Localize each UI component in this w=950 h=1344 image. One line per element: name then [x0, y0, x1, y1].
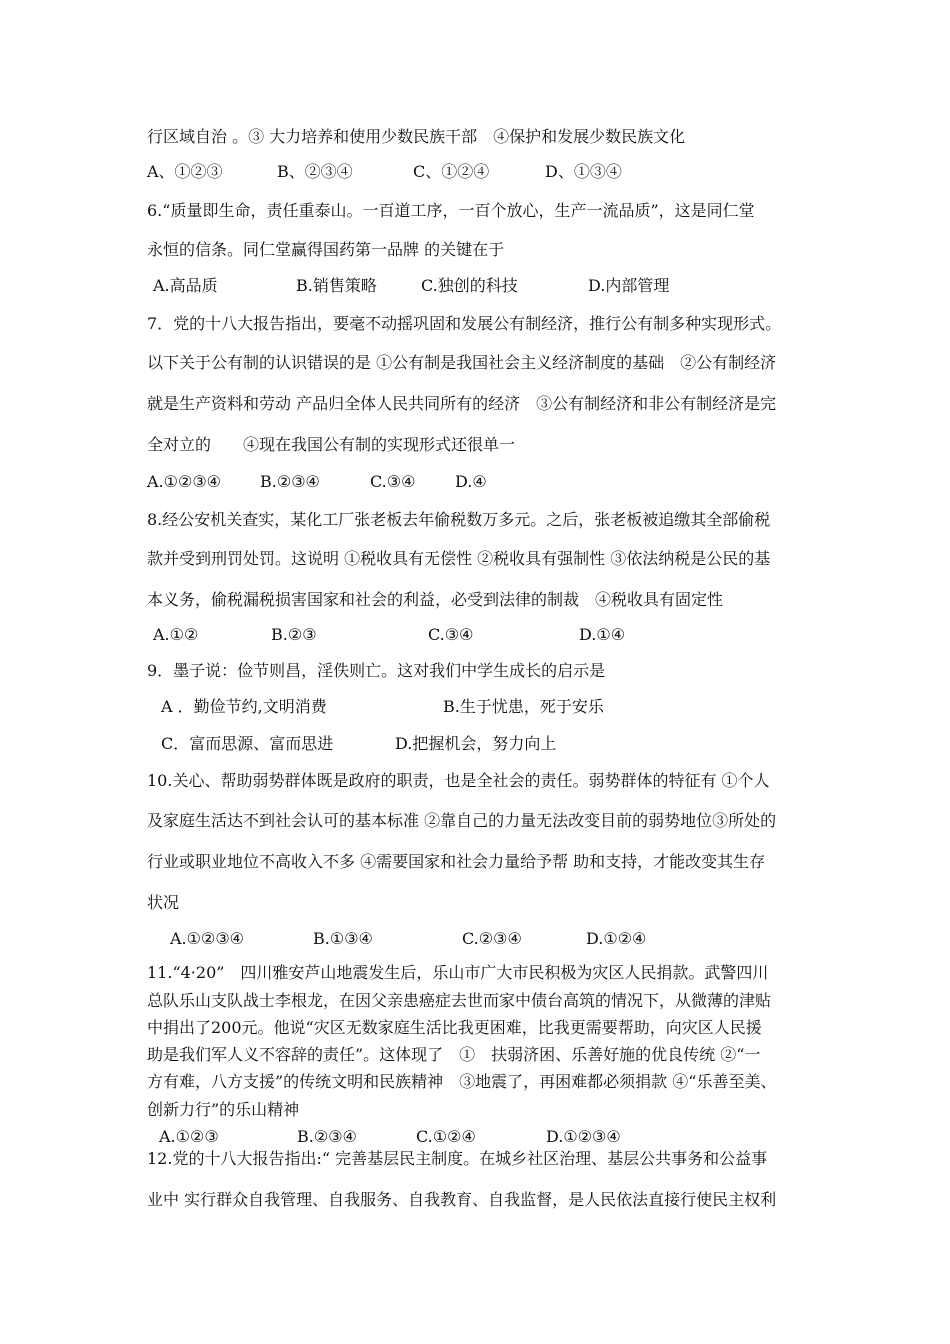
option-b: B.销售策略	[296, 276, 377, 295]
q7-text-line	[0, 311, 950, 337]
option-c: C.③④	[428, 625, 474, 644]
option-d: D、①③④	[545, 162, 622, 181]
text-line: 12.党的十八大报告指出:“ 完善基层民主制度。在城乡社区治理、基层公共事务和公益事	[147, 1149, 768, 1168]
text-line: 方有难，八方支援”的传统文明和民族精神 ③地震了，再困难都必须捐款 ④“乐善至美、	[147, 1072, 777, 1091]
q7-text-line	[0, 432, 950, 458]
option-c: C.②③④	[462, 929, 522, 948]
q12-text-line	[0, 1187, 950, 1213]
text-line: 就是生产资料和劳动 产品归全体人民共同所有的经济 ③公有制经济和非公有制经济是完	[147, 394, 777, 413]
q5-text-line	[0, 124, 950, 150]
text-line: 总队乐山支队战士李根龙，在因父亲患癌症去世而家中债台高筑的情况下，从微薄的津贴	[147, 991, 772, 1010]
text-line: 助是我们军人义不容辞的责任”。这体现了 ① 扶弱济困、乐善好施的优良传统 ②“一	[147, 1045, 761, 1064]
option-c: C．富而思源、富而思进	[161, 734, 334, 753]
q7-options	[0, 469, 950, 495]
text-line: 本义务，偷税漏税损害国家和社会的利益，必受到法律的制裁 ④税收具有固定性	[147, 590, 724, 609]
option-d: D.④	[455, 472, 487, 491]
text-line: 状况	[147, 893, 180, 912]
q8-text-line	[0, 507, 950, 533]
q6-options	[0, 273, 950, 299]
text-line: 行业或职业地位不高收入不多 ④需要国家和社会力量给予帮 助和支持，才能改变其生存	[147, 852, 766, 871]
option-c: C、①②④	[413, 162, 490, 181]
text-line: 款并受到刑罚处罚。这说明 ①税收具有无偿性 ②税收具有强制性 ③依法纳税是公民的基	[147, 549, 771, 568]
text-line: 及家庭生活达不到社会认可的基本标准 ②靠自己的力量无法改变目前的弱势地位③所处的	[147, 811, 777, 830]
option-a: A、①②③	[147, 162, 223, 181]
q9-options	[0, 731, 950, 757]
text-line: 永恒的信条。同仁堂赢得国药第一品牌 的关键在于	[147, 240, 505, 259]
option-a: A.①②③④	[147, 472, 222, 491]
option-a: A.①②③④	[170, 929, 245, 948]
q7-text-line	[0, 350, 950, 376]
option-b: B.②③	[271, 625, 317, 644]
q9-text-line	[0, 658, 950, 684]
q8-options	[0, 622, 950, 648]
q8-text-line	[0, 546, 950, 572]
option-d: D.①④	[579, 625, 626, 644]
q10-options	[0, 926, 950, 952]
option-b: B.生于忧患，死于安乐	[443, 697, 604, 716]
q12-text-line	[0, 1146, 950, 1172]
q8-text-line	[0, 587, 950, 613]
option-d: D.内部管理	[588, 276, 670, 295]
text-line: 9．墨子说：俭节则昌，淫佚则亡。这对我们中学生成长的启示是	[147, 661, 606, 680]
q10-text-line	[0, 890, 950, 916]
option-b: B.①③④	[313, 929, 373, 948]
q5-options	[0, 159, 950, 185]
q10-text-line	[0, 808, 950, 834]
q11-text-line	[0, 988, 950, 1014]
q11-text-line	[0, 1097, 950, 1123]
option-c: C.③④	[370, 472, 416, 491]
option-b: B.②③④	[297, 1127, 357, 1146]
q6-text-line	[0, 237, 950, 263]
option-a: A.高品质	[153, 276, 218, 295]
option-d: D.把握机会，努力向上	[395, 734, 557, 753]
q6-text-line	[0, 198, 950, 224]
q7-text-line	[0, 391, 950, 417]
q11-text-line	[0, 1015, 950, 1041]
text-line: 中捐出了200元。他说“灾区无数家庭生活比我更困难，比我更需要帮助，向灾区人民援	[147, 1018, 762, 1037]
option-a: A.①②③	[159, 1127, 219, 1146]
option-a: A.①②	[153, 625, 199, 644]
text-line: 行区域自治 。③ 大力培养和使用少数民族干部 ④保护和发展少数民族文化	[147, 127, 686, 146]
text-line: 以下关于公有制的认识错误的是 ①公有制是我国社会主义经济制度的基础 ②公有制经济	[147, 353, 777, 372]
text-line: 创新力行”的乐山精神	[147, 1100, 300, 1119]
option-c: C.独创的科技	[421, 276, 518, 295]
q11-text-line	[0, 1069, 950, 1095]
q10-text-line	[0, 768, 950, 794]
text-line: 8.经公安机关查实，某化工厂张老板去年偷税数万多元。之后，张老板被追缴其全部偷税	[147, 510, 771, 529]
option-d: D.①②④	[586, 929, 647, 948]
option-a: A ．勤俭节约,文明消费	[161, 697, 327, 716]
option-d: D.①②③④	[546, 1127, 621, 1146]
q9-options	[0, 694, 950, 720]
text-line: 10.关心、帮助弱势群体既是政府的职责，也是全社会的责任。弱势群体的特征有 ①个人	[147, 771, 770, 790]
option-c: C.①②④	[416, 1127, 476, 1146]
text-line: 全对立的 ④现在我国公有制的实现形式还很单一	[147, 435, 516, 454]
text-line: 6.“质量即生命，责任重泰山。一百道工序，一百个放心，生产一流品质”，这是同仁堂	[147, 201, 755, 220]
q11-text-line	[0, 960, 950, 986]
q11-text-line	[0, 1042, 950, 1068]
q10-text-line	[0, 849, 950, 875]
text-line: 11.“4·20” 四川雅安芦山地震发生后，乐山市广大市民积极为灾区人民捐款。武警四川	[147, 963, 769, 982]
text-line: 业中 实行群众自我管理、自我服务、自我教育、自我监督，是人民依法直接行使民主权利	[147, 1190, 777, 1209]
text-line: 7．党的十八大报告指出，要毫不动摇巩固和发展公有制经济，推行公有制多种实现形式。	[147, 314, 782, 333]
option-b: B、②③④	[277, 162, 353, 181]
option-b: B.②③④	[260, 472, 320, 491]
